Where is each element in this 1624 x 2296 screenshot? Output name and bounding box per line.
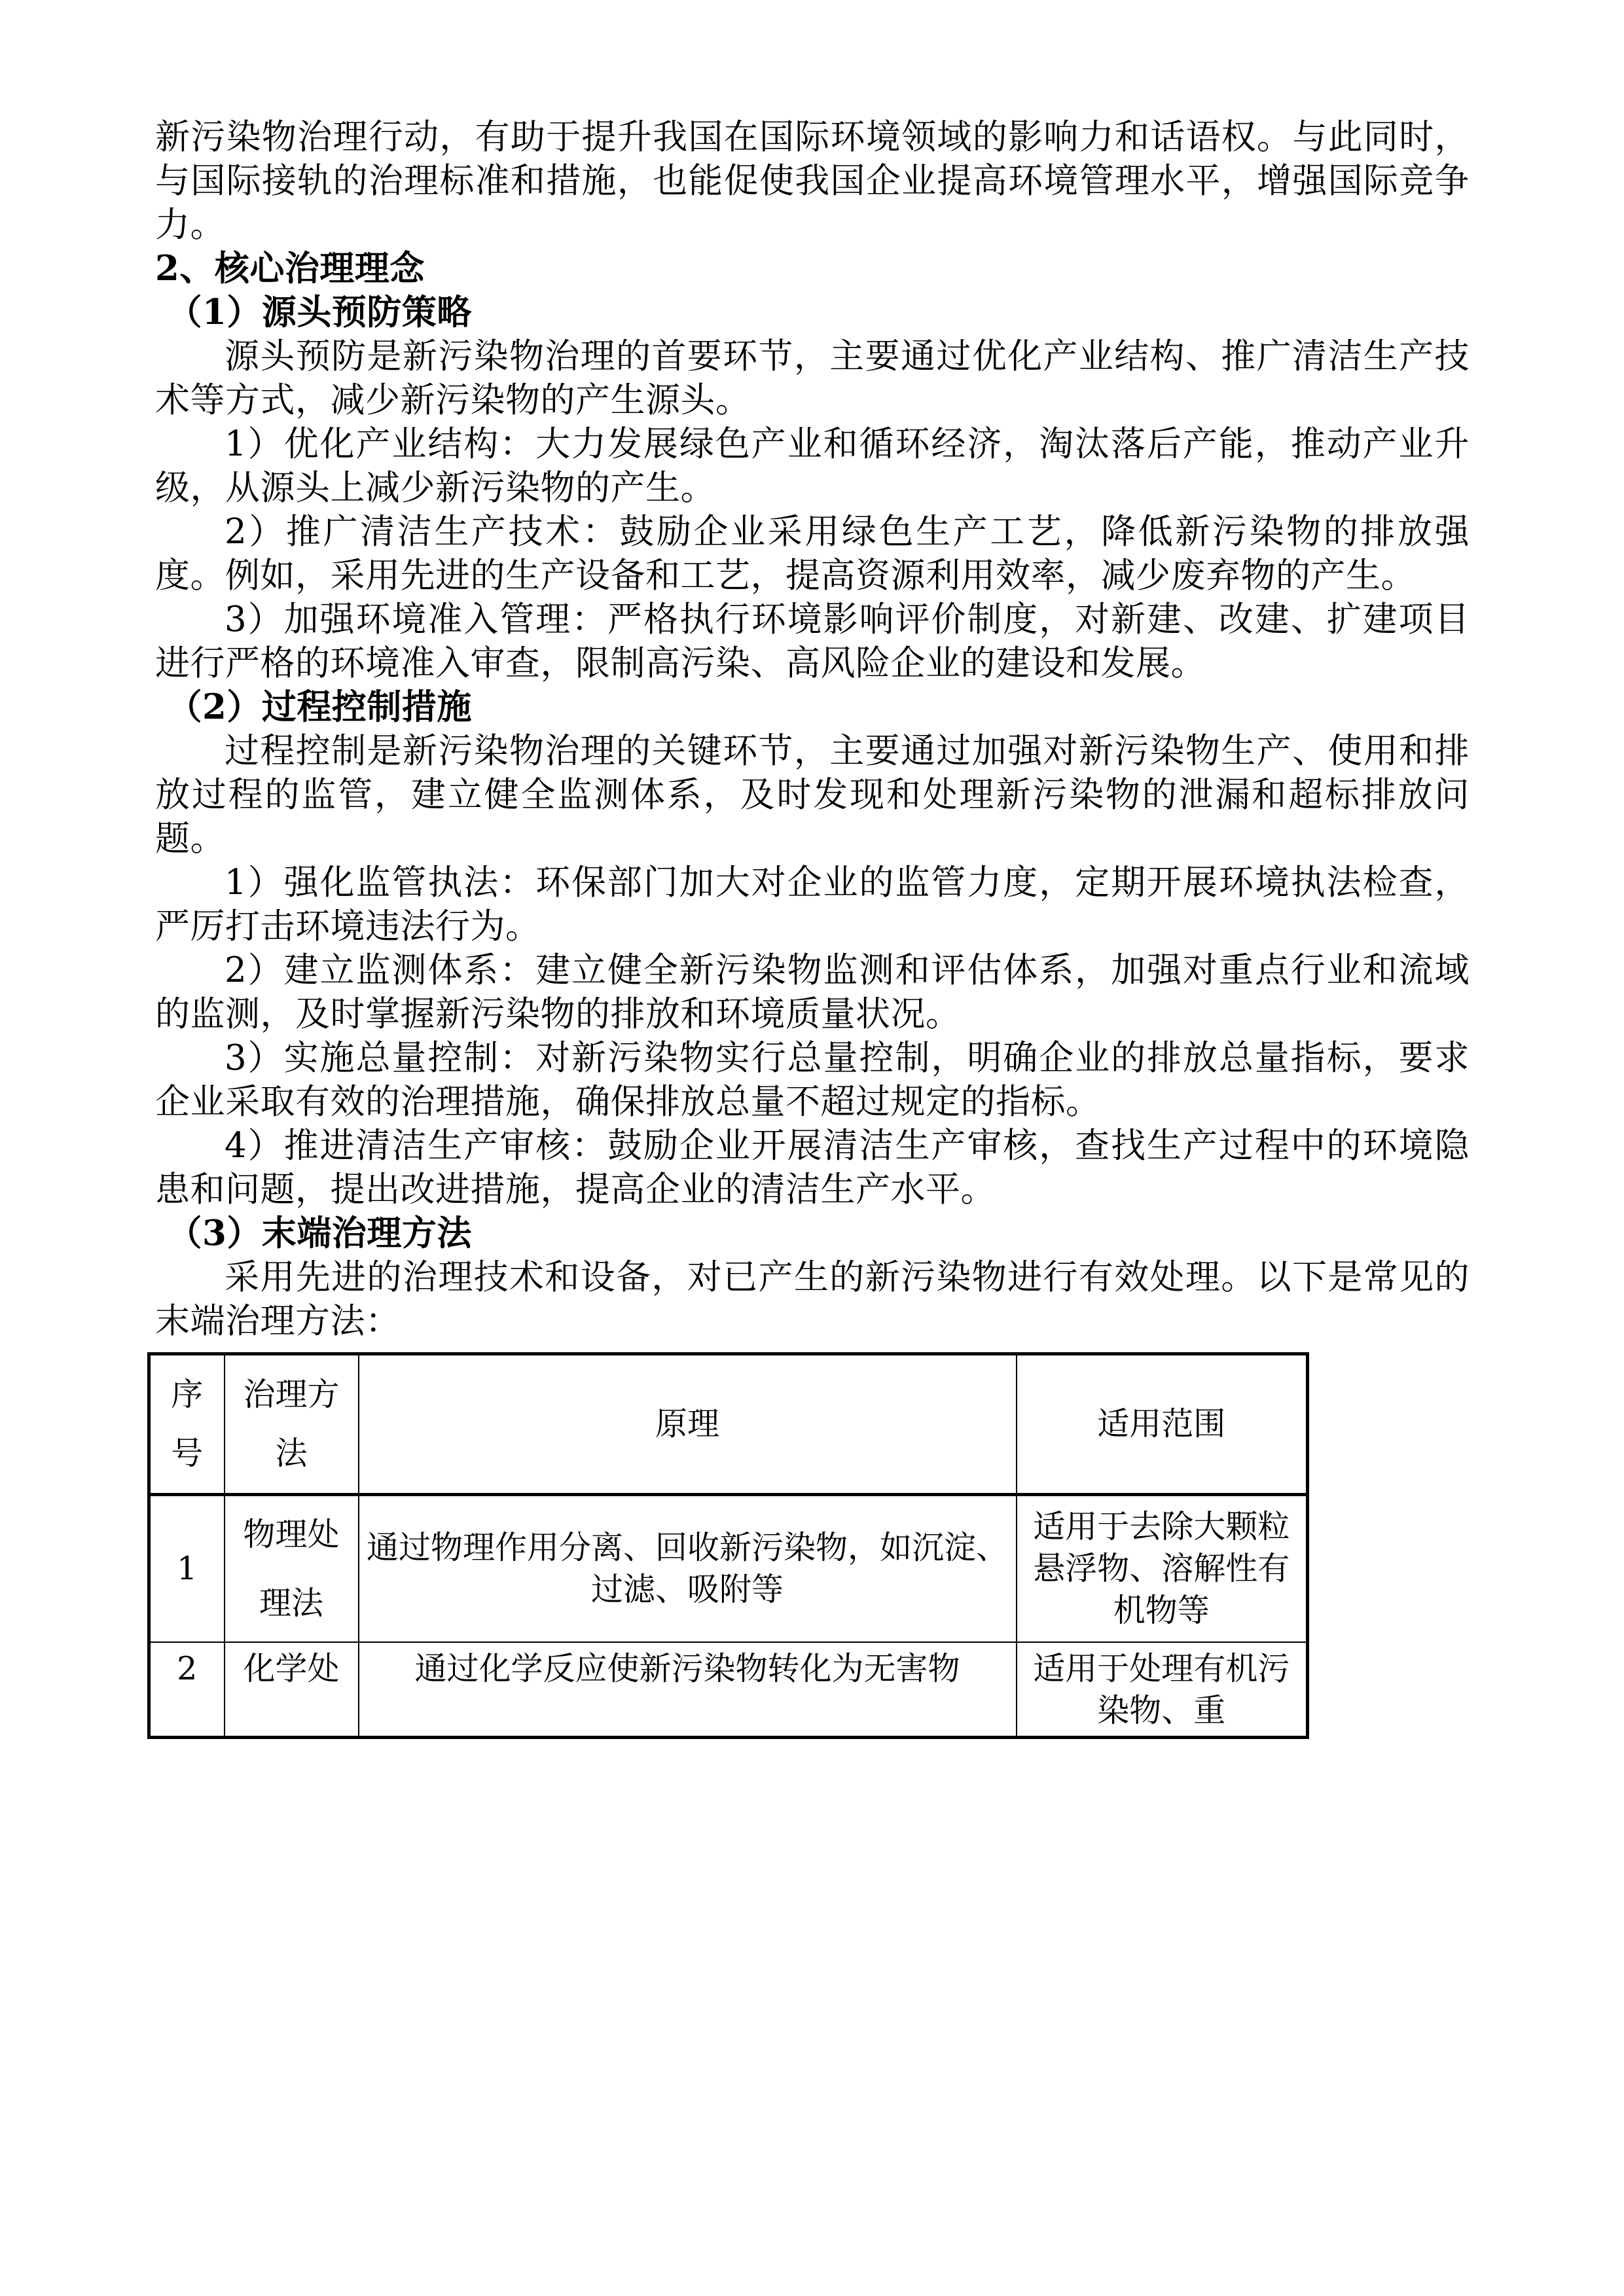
list-item-monitoring-system: 2）建立监测体系：建立健全新污染物监测和评估体系，加强对重点行业和流域的监测，及时掌握新污染物的排放和环境质量状况。 (155, 950, 1470, 1034)
table-cell-no: 1 (149, 1495, 225, 1643)
treatment-methods-table-wrapper (155, 1352, 1470, 1739)
paragraph-continued: 新污染物治理行动，有助于提升我国在国际环境领域的影响力和话语权。与此同时，与国际接轨的治理标准和措施，也能促使我国企业提高环境管理水平，增强国际竞争力。 (155, 117, 1470, 245)
treatment-methods-table (147, 1352, 1309, 1739)
table-cell-no: 2 (149, 1642, 225, 1738)
table-header-principle: 原理 (359, 1354, 1017, 1495)
table-cell-method: 化学处 (225, 1642, 359, 1738)
table-header-row (149, 1354, 1308, 1495)
table-header-method: 治理方法 (225, 1354, 359, 1495)
heading-process-control: （2）过程控制措施 (167, 687, 472, 727)
table-row (149, 1495, 1308, 1643)
paragraph-end-of-pipe-intro: 采用先进的治理技术和设备，对已产生的新污染物进行有效处理。以下是常见的末端治理方法： (155, 1257, 1470, 1341)
table-header-no: 序号 (149, 1354, 225, 1495)
page-content (155, 115, 1470, 1739)
table-cell-scope: 适用于去除大颗粒悬浮物、溶解性有机物等 (1017, 1495, 1308, 1643)
paragraph-process-control-intro: 过程控制是新污染物治理的关键环节，主要通过加强对新污染物生产、使用和排放过程的监管，建立健全监测体系，及时发现和处理新污染物的泄漏和超标排放问题。 (155, 731, 1470, 859)
table-cell-method: 物理处理法 (225, 1495, 359, 1643)
table-row (149, 1642, 1308, 1738)
list-item-environmental-access: 3）加强环境准入管理：严格执行环境影响评价制度，对新建、改建、扩建项目进行严格的环境准入审查，限制高污染、高风险企业的建设和发展。 (155, 600, 1470, 683)
heading-end-of-pipe-treatment: （3）末端治理方法 (167, 1213, 472, 1253)
list-item-clean-production-audit: 4）推进清洁生产审核：鼓励企业开展清洁生产审核，查找生产过程中的环境隐患和问题，提出改进措施，提高企业的清洁生产水平。 (155, 1126, 1470, 1210)
heading-source-prevention: （1）源头预防策略 (167, 292, 472, 332)
list-item-total-quantity-control: 3）实施总量控制：对新污染物实行总量控制，明确企业的排放总量指标，要求企业采取有效的治理措施，确保排放总量不超过规定的指标。 (155, 1038, 1470, 1122)
table-cell-principle: 通过物理作用分离、回收新污染物，如沉淀、过滤、吸附等 (359, 1495, 1017, 1643)
table-cell-scope: 适用于处理有机污染物、重 (1017, 1642, 1308, 1738)
list-item-optimize-industry: 1）优化产业结构：大力发展绿色产业和循环经济，淘汰落后产能，推动产业升级，从源头上减少新污染物的产生。 (155, 424, 1470, 508)
list-item-strengthen-enforcement: 1）强化监管执法：环保部门加大对企业的监管力度，定期开展环境执法检查，严厉打击环境违法行为。 (155, 863, 1470, 946)
list-item-clean-production: 2）推广清洁生产技术：鼓励企业采用绿色生产工艺，降低新污染物的排放强度。例如，采用先进的生产设备和工艺，提高资源利用效率，减少废弃物的产生。 (155, 512, 1470, 596)
table-cell-principle: 通过化学反应使新污染物转化为无害物 (359, 1642, 1017, 1738)
heading-core-concepts: 2、核心治理理念 (155, 248, 425, 289)
table-header-scope: 适用范围 (1017, 1354, 1308, 1495)
paragraph-source-prevention-intro: 源头预防是新污染物治理的首要环节，主要通过优化产业结构、推广清洁生产技术等方式，减少新污染物的产生源头。 (155, 336, 1470, 420)
